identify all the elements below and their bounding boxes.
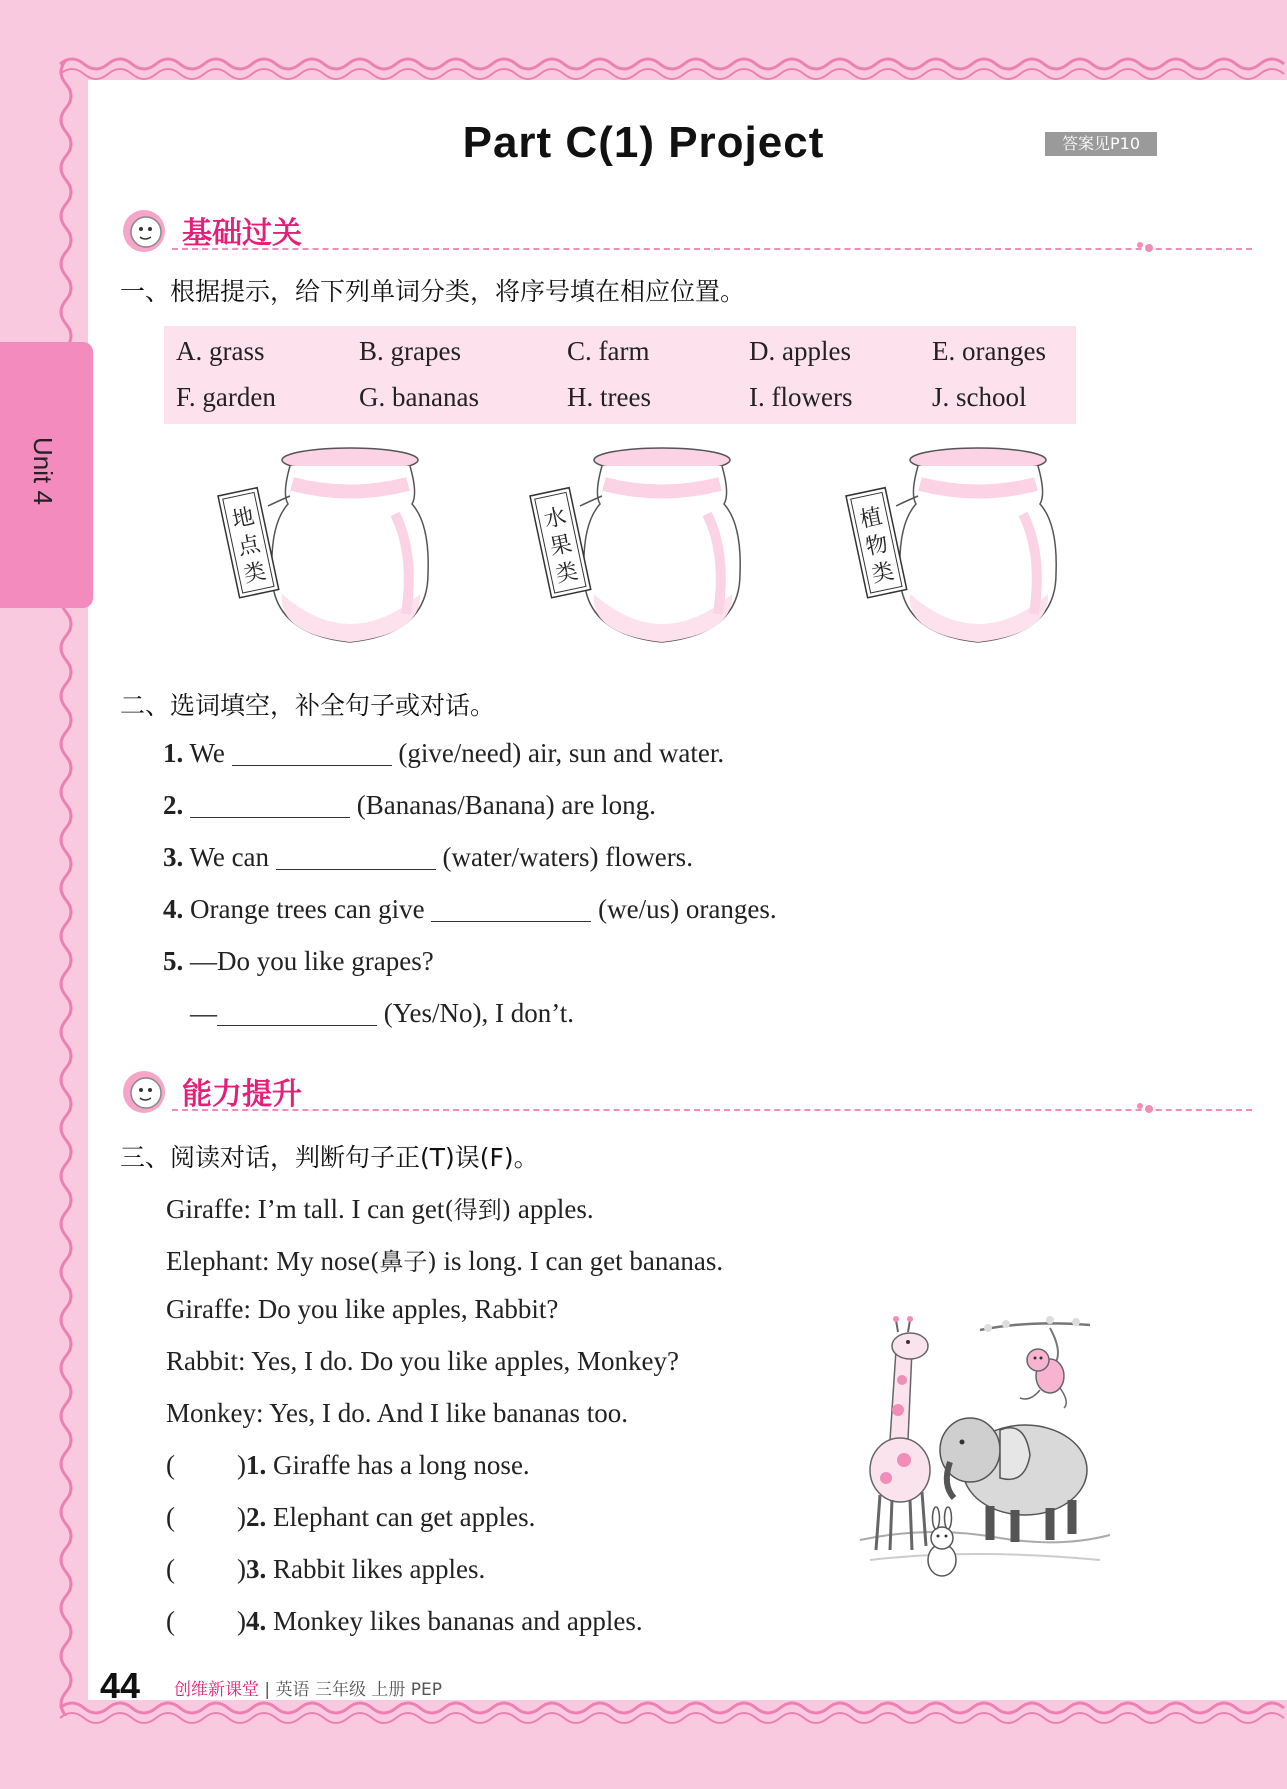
- item-number: 4.: [246, 1606, 267, 1636]
- jar-tag-char: 类: [241, 559, 269, 589]
- item-text: oranges.: [685, 894, 777, 924]
- dialogue-line: [166, 1398, 628, 1429]
- item-number: 4.: [163, 894, 184, 924]
- answer-bracket[interactable]: (: [166, 1450, 175, 1480]
- item-text: Elephant can get apples.: [266, 1502, 536, 1532]
- item-number: 2.: [246, 1502, 267, 1532]
- dots-decoration: [1136, 1101, 1156, 1115]
- item-options: (Bananas/Banana): [356, 790, 555, 820]
- question-2-instruction: 二、选词填空，补全句子或对话。: [120, 691, 496, 720]
- item-options: (water/waters): [442, 842, 599, 872]
- fill-blank-item: [163, 790, 656, 821]
- dots-decoration: [1136, 240, 1156, 254]
- fill-blank-item: [163, 842, 693, 873]
- dialogue-text: Do you like apples, Rabbit?: [250, 1294, 559, 1324]
- dialogue-text: My nose: [269, 1246, 370, 1276]
- item-number: 3.: [163, 842, 184, 872]
- jar-tag-char: 点: [235, 531, 263, 561]
- fill-blank-item: [163, 894, 777, 925]
- answer-bracket[interactable]: (: [166, 1606, 175, 1636]
- item-number: 2.: [163, 790, 184, 820]
- speaker: Giraffe:: [166, 1294, 251, 1324]
- answer-blank[interactable]: [276, 849, 436, 870]
- word-item: D. apples: [749, 336, 851, 366]
- speaker: Giraffe:: [166, 1194, 251, 1224]
- chinese-gloss: (鼻子): [369, 1248, 437, 1276]
- dialogue-text: apples.: [511, 1194, 594, 1224]
- answer-blank[interactable]: [217, 1005, 377, 1026]
- item-text: We can: [189, 842, 276, 872]
- monkey-mascot-icon: [118, 206, 172, 254]
- item-number: 1.: [246, 1450, 267, 1480]
- section-header-advanced: [118, 1063, 1158, 1119]
- answer-bracket: ): [237, 1450, 246, 1480]
- word-item: G. bananas: [359, 382, 479, 412]
- section-header-basic: [118, 202, 1158, 258]
- item-text: —Do you like grapes?: [190, 946, 434, 976]
- answer-reference-badge: 答案见P10: [1045, 132, 1157, 156]
- jar-places: [210, 444, 450, 654]
- rabbit-icon: [928, 1507, 956, 1576]
- jar-tag-char: 类: [553, 559, 581, 589]
- fill-blank-item: [163, 946, 434, 977]
- item-text: Rabbit likes apples.: [266, 1554, 486, 1584]
- word-item: C. farm: [567, 336, 650, 366]
- dashed-divider: [172, 248, 1252, 250]
- fill-blank-item: [163, 738, 724, 769]
- question-3-instruction: 三、阅读对话，判断句子正(T)误(F)。: [120, 1143, 539, 1172]
- item-options: (Yes/No): [383, 998, 482, 1028]
- question-1-instruction: 一、根据提示，给下列单词分类，将序号填在相应位置。: [120, 277, 746, 306]
- footer-text: 英语 三年级 上册 PEP: [275, 1680, 443, 1700]
- answer-bracket[interactable]: (: [166, 1554, 175, 1584]
- answer-blank[interactable]: [190, 797, 350, 818]
- word-item: A. grass: [176, 336, 265, 366]
- item-text: are long.: [561, 790, 656, 820]
- word-item: F. garden: [176, 382, 276, 412]
- footer-brand: 创维新课堂: [174, 1680, 259, 1700]
- animals-illustration: [850, 1310, 1120, 1590]
- item-text: flowers.: [605, 842, 693, 872]
- dashed-divider: [172, 1109, 1252, 1111]
- footer-info: [174, 1675, 442, 1700]
- answer-bracket: ): [237, 1502, 246, 1532]
- dialogue-text: Yes, I do. Do you like apples, Monkey?: [245, 1346, 679, 1376]
- dialogue-line: [166, 1346, 679, 1377]
- word-item: E. oranges: [932, 336, 1046, 366]
- speaker: Rabbit:: [166, 1346, 246, 1376]
- item-text: Giraffe has a long nose.: [266, 1450, 530, 1480]
- judgement-item: [166, 1450, 530, 1481]
- page-title: Part C(1) Project: [462, 118, 825, 167]
- jar-tag-char: 物: [863, 531, 891, 561]
- item-text: , I don’t.: [481, 998, 575, 1028]
- dialogue-line: [166, 1190, 594, 1225]
- item-text: Orange trees can give: [190, 894, 432, 924]
- answer-bracket: ): [237, 1606, 246, 1636]
- answer-blank[interactable]: [232, 745, 392, 766]
- monkey-mascot-icon: [118, 1067, 172, 1115]
- monkey-icon: [1020, 1328, 1066, 1408]
- word-item: J. school: [932, 382, 1027, 412]
- left-wave-border: [44, 60, 94, 1720]
- word-item: H. trees: [567, 382, 651, 412]
- item-number: 1.: [163, 738, 184, 768]
- section-label: 能力提升: [182, 1077, 302, 1112]
- item-text: We: [189, 738, 232, 768]
- elephant-icon: [940, 1418, 1087, 1542]
- jar-tag-char: 水: [541, 504, 569, 534]
- speaker: Elephant:: [166, 1246, 270, 1276]
- footer-separator: |: [264, 1680, 271, 1700]
- word-item: B. grapes: [359, 336, 461, 366]
- page-number: 44: [100, 1665, 141, 1706]
- dialogue-line: [166, 1294, 558, 1325]
- section-label: 基础过关: [182, 216, 302, 251]
- item-text: air, sun and water.: [528, 738, 725, 768]
- giraffe-icon: [870, 1316, 930, 1550]
- jar-tag-char: 地: [229, 504, 257, 534]
- jar-fruits: [522, 444, 762, 654]
- answer-bracket: ): [237, 1554, 246, 1584]
- answer-bracket[interactable]: (: [166, 1502, 175, 1532]
- item-number: 3.: [246, 1554, 267, 1584]
- jar-tag-char: 果: [547, 531, 575, 561]
- jar-tag-char: 类: [869, 559, 897, 589]
- unit-side-tab: [0, 342, 93, 608]
- item-options: (give/need): [398, 738, 522, 768]
- word-bank: [164, 326, 1076, 424]
- item-number: 5.: [163, 946, 184, 976]
- dialogue-text: I’m tall. I can get: [250, 1194, 445, 1224]
- dialogue-text: is long. I can get bananas.: [436, 1246, 724, 1276]
- judgement-item: [166, 1502, 535, 1533]
- item-options: (we/us): [598, 894, 680, 924]
- judgement-item: [166, 1606, 643, 1637]
- unit-tab-label: Unit 4: [28, 437, 58, 505]
- fill-blank-reply: [190, 998, 574, 1029]
- dash-mark: —: [190, 998, 217, 1028]
- jar-tag-char: 植: [857, 504, 885, 534]
- speaker: Monkey:: [166, 1398, 264, 1428]
- jar-plants: [838, 444, 1078, 654]
- item-text: Monkey likes bananas and apples.: [266, 1606, 643, 1636]
- dialogue-line: [166, 1242, 723, 1277]
- judgement-item: [166, 1554, 485, 1585]
- word-item: I. flowers: [749, 382, 853, 412]
- answer-blank[interactable]: [431, 901, 591, 922]
- dialogue-text: Yes, I do. And I like bananas too.: [263, 1398, 628, 1428]
- chinese-gloss: (得到): [444, 1196, 512, 1224]
